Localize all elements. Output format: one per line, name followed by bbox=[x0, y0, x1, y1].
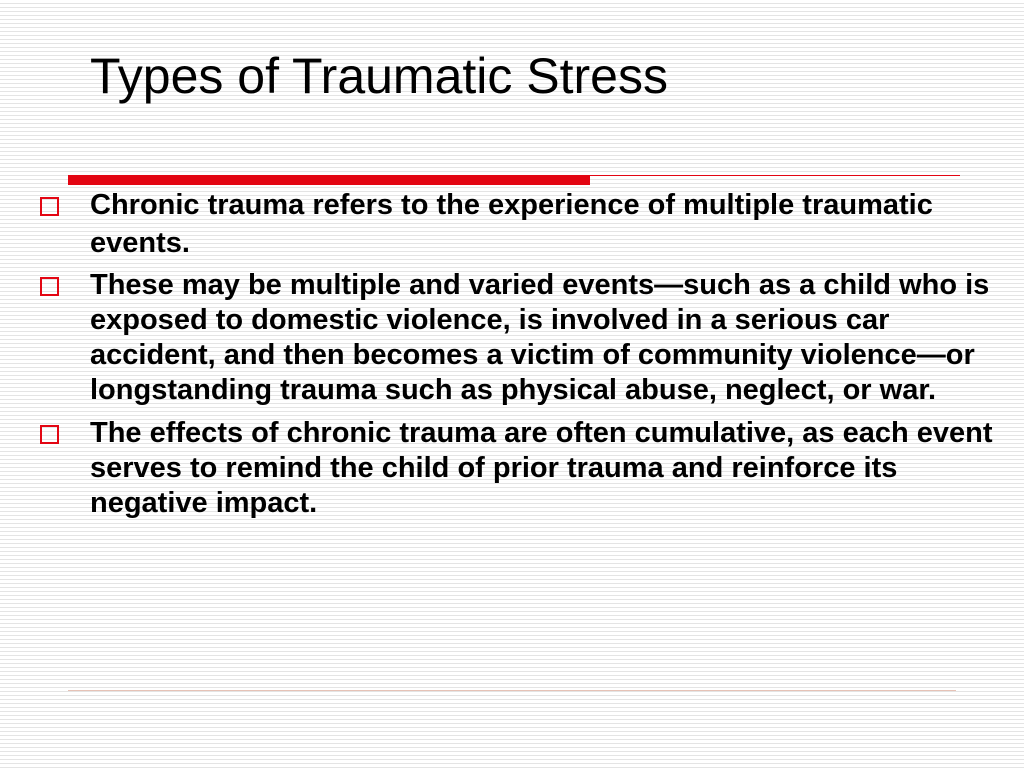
square-bullet-icon bbox=[40, 277, 59, 296]
slide-title: Types of Traumatic Stress bbox=[90, 48, 668, 104]
bullet-item bbox=[0, 268, 1024, 408]
square-bullet-icon bbox=[40, 197, 59, 216]
square-bullet-icon bbox=[40, 425, 59, 444]
bullet-item bbox=[0, 416, 1024, 521]
bullet-text: The effects of chronic trauma are often cumulative, as each event serves to remind the child of prior trauma and reinforce its negative impact. bbox=[90, 417, 993, 519]
bullet-text: Chronic trauma refers to the experience of multiple traumatic events. bbox=[90, 189, 933, 259]
bullet-list bbox=[0, 186, 1024, 529]
title-underline-thick bbox=[68, 175, 590, 185]
footer-divider bbox=[68, 690, 956, 691]
title-underline-thin bbox=[590, 175, 960, 176]
bullet-text: These may be multiple and varied events—such as a child who is exposed to domestic violence, is involved in a serious car accident, and then becomes a victim of community violence—or longstanding trauma such as physical abuse, neglect, or war. bbox=[90, 269, 990, 406]
bullet-item bbox=[0, 186, 1024, 262]
